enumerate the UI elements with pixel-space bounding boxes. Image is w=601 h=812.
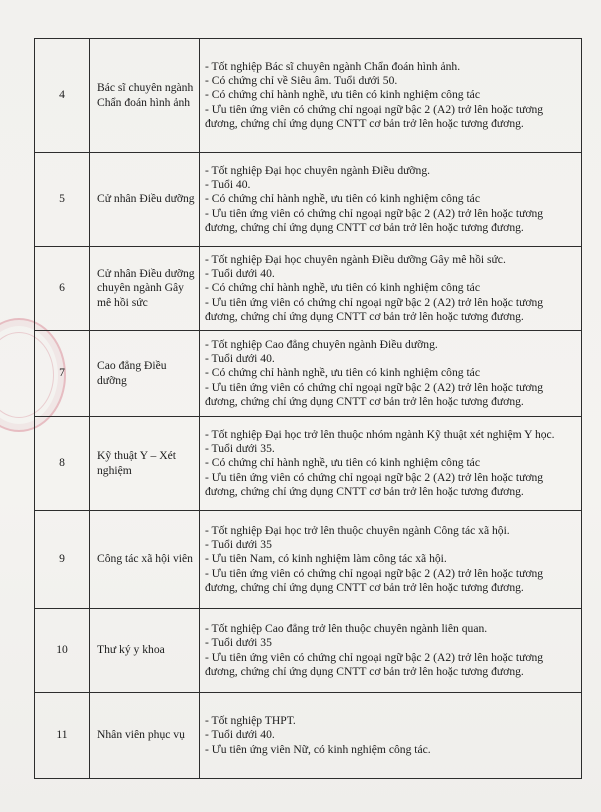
requirement-line: - Ưu tiên ứng viên có chứng chỉ ngoại ngữ bậc 2 (A2) trở lên hoặc tương đương, chứng chỉ ứng dụng CNTT cơ bản trở lên hoặc tương đương. (205, 295, 544, 323)
requirement-line: - Ưu tiên ứng viên có chứng chỉ ngoại ngữ bậc 2 (A2) trở lên hoặc tương đương, chứng chỉ ứng dụng CNTT cơ bản trở lên hoặc tương đương. (205, 102, 544, 130)
row-number: 4 (35, 39, 90, 153)
requirements-cell (200, 39, 582, 153)
table-row (35, 609, 582, 693)
row-number: 10 (35, 609, 90, 693)
requirement-line: - Có chứng chỉ hành nghề, ưu tiên có kinh nghiệm công tác (205, 366, 480, 380)
position-name: Cử nhân Điều dưỡng (90, 153, 200, 247)
requirements-cell (200, 247, 582, 331)
position-name: Bác sĩ chuyên ngành Chẩn đoán hình ảnh (90, 39, 200, 153)
requirement-line: - Có chứng chỉ hành nghề, ưu tiên có kinh nghiệm công tác (205, 88, 480, 102)
position-name: Thư ký y khoa (90, 609, 200, 693)
requirement-line: - Tuổi dưới 35 (205, 636, 272, 650)
requirements-cell (200, 693, 582, 779)
requirement-line: - Ưu tiên ứng viên có chứng chỉ ngoại ngữ bậc 2 (A2) trở lên hoặc tương đương, chứng chỉ ứng dụng CNTT cơ bản trở lên hoặc tương đương. (205, 470, 544, 498)
requirement-line: - Ưu tiên ứng viên có chứng chỉ ngoại ngữ bậc 2 (A2) trở lên hoặc tương đương, chứng chỉ ứng dụng CNTT cơ bản trở lên hoặc tương đương. (205, 206, 544, 234)
requirement-line: - Có chứng chỉ hành nghề, ưu tiên có kinh nghiệm công tác (205, 456, 480, 470)
requirement-line: - Tốt nghiệp THPT. (205, 714, 296, 728)
table-row (35, 417, 582, 511)
requirement-line: - Tốt nghiệp Cao đẳng trở lên thuộc chuyên ngành liên quan. (205, 622, 488, 636)
requirement-line: - Tốt nghiệp Đại học chuyên ngành Điều dưỡng Gây mê hồi sức. (205, 252, 506, 266)
table-row (35, 693, 582, 779)
requirements-cell (200, 609, 582, 693)
requirement-line: - Tuổi dưới 40. (205, 267, 275, 281)
recruitment-requirements-table (34, 38, 582, 779)
table-row (35, 511, 582, 609)
requirement-line: - Tuổi dưới 40. (205, 352, 275, 366)
requirement-line: - Tuổi dưới 35 (205, 538, 272, 552)
position-name: Cử nhân Điều dưỡng chuyên ngành Gây mê hồi sức (90, 247, 200, 331)
requirement-line: - Tuổi 40. (205, 178, 251, 192)
table-row (35, 247, 582, 331)
requirement-line: - Tốt nghiệp Cao đẳng chuyên ngành Điều dưỡng. (205, 337, 438, 351)
requirement-line: - Tuổi dưới 35. (205, 442, 275, 456)
requirements-cell (200, 417, 582, 511)
requirements-cell (200, 511, 582, 609)
requirement-line: - Ưu tiên Nam, có kinh nghiệm làm công tác xã hội. (205, 552, 447, 566)
requirements-cell (200, 331, 582, 417)
row-number: 9 (35, 511, 90, 609)
row-number: 6 (35, 247, 90, 331)
row-number: 8 (35, 417, 90, 511)
requirements-cell (200, 153, 582, 247)
position-name: Nhân viên phục vụ (90, 693, 200, 779)
table-row (35, 153, 582, 247)
requirement-line: - Tốt nghiệp Đại học trở lên thuộc chuyên ngành Công tác xã hội. (205, 523, 510, 537)
requirement-line: - Tốt nghiệp Bác sĩ chuyên ngành Chẩn đoán hình ảnh. (205, 59, 461, 73)
row-number: 11 (35, 693, 90, 779)
requirement-line: - Ưu tiên ứng viên có chứng chỉ ngoại ngữ bậc 2 (A2) trở lên hoặc tương đương, chứng chỉ ứng dụng CNTT cơ bản trở lên hoặc tương đương. (205, 380, 544, 408)
table-row (35, 39, 582, 153)
requirement-line: - Ưu tiên ứng viên có chứng chỉ ngoại ngữ bậc 2 (A2) trở lên hoặc tương đương, chứng chỉ ứng dụng CNTT cơ bản trở lên hoặc tương đương. (205, 650, 544, 678)
position-name: Kỹ thuật Y – Xét nghiệm (90, 417, 200, 511)
requirement-line: - Tốt nghiệp Đại học trở lên thuộc nhóm ngành Kỹ thuật xét nghiệm Y học. (205, 427, 555, 441)
position-name: Cao đẳng Điều dưỡng (90, 331, 200, 417)
requirement-line: - Có chứng chỉ hành nghề, ưu tiên có kinh nghiệm công tác (205, 192, 480, 206)
requirement-line: - Ưu tiên ứng viên Nữ, có kinh nghiệm công tác. (205, 742, 431, 756)
requirement-line: - Có chứng chỉ về Siêu âm. Tuổi dưới 50. (205, 74, 398, 88)
row-number: 7 (35, 331, 90, 417)
position-name: Công tác xã hội viên (90, 511, 200, 609)
requirement-line: - Có chứng chỉ hành nghề, ưu tiên có kinh nghiệm công tác (205, 281, 480, 295)
row-number: 5 (35, 153, 90, 247)
requirement-line: - Tuổi dưới 40. (205, 728, 275, 742)
requirement-line: - Tốt nghiệp Đại học chuyên ngành Điều dưỡng. (205, 163, 431, 177)
requirement-line: - Ưu tiên ứng viên có chứng chỉ ngoại ngữ bậc 2 (A2) trở lên hoặc tương đương, chứng chỉ ứng dụng CNTT cơ bản trở lên hoặc tương đương. (205, 566, 544, 594)
table-row (35, 331, 582, 417)
